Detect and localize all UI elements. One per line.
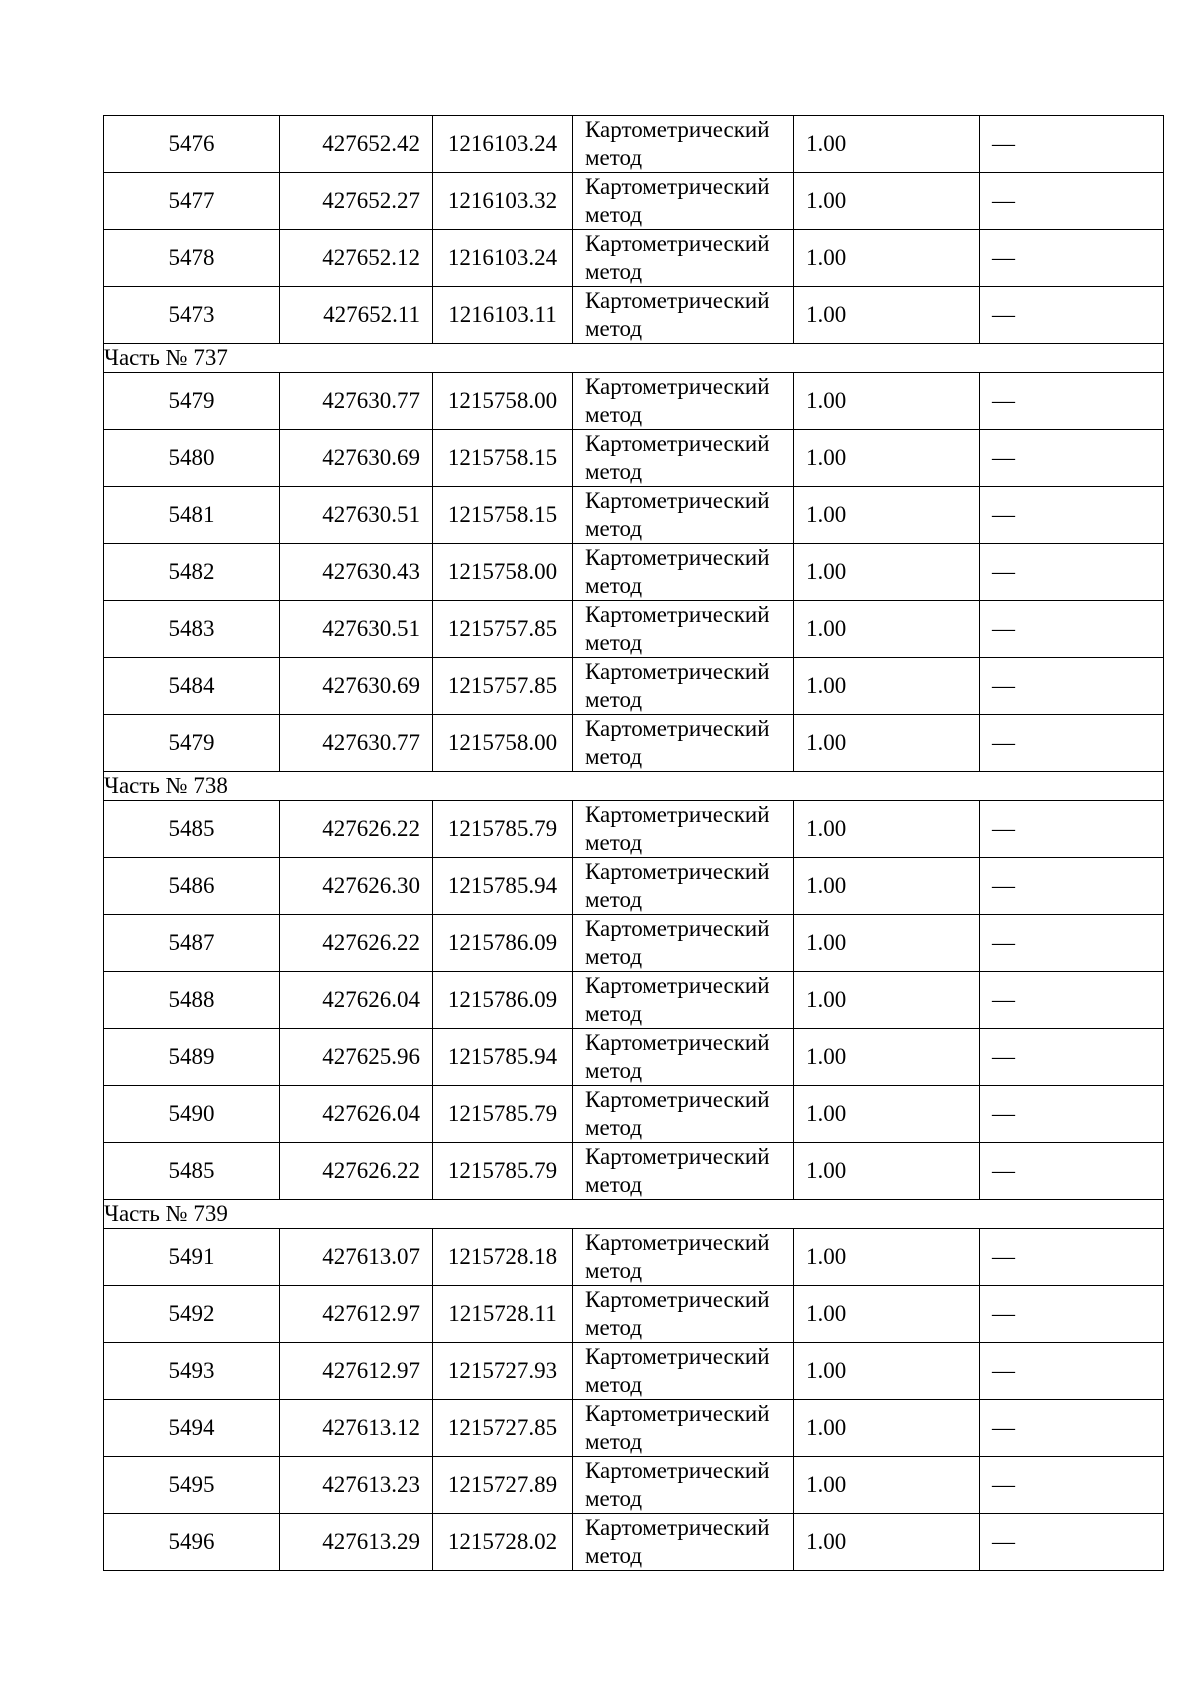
method-cell bbox=[573, 1343, 794, 1400]
y-coordinate-cell: 1215757.85 bbox=[433, 601, 573, 658]
section-header-row bbox=[104, 344, 1164, 373]
table-row bbox=[104, 1400, 1164, 1457]
section-header-row bbox=[104, 772, 1164, 801]
y-coordinate-cell: 1215758.15 bbox=[433, 430, 573, 487]
table-row bbox=[104, 430, 1164, 487]
accuracy-cell: 1.00 bbox=[794, 373, 980, 430]
table-body bbox=[104, 116, 1164, 1571]
method-line-2: метод bbox=[585, 259, 643, 284]
table-row bbox=[104, 1143, 1164, 1200]
accuracy-cell: 1.00 bbox=[794, 658, 980, 715]
accuracy-cell: 1.00 bbox=[794, 858, 980, 915]
method-line-1: Картометрический bbox=[585, 1515, 770, 1540]
method-line-1: Картометрический bbox=[585, 802, 770, 827]
x-coordinate-cell: 427630.51 bbox=[280, 601, 433, 658]
method-line-1: Картометрический bbox=[585, 1230, 770, 1255]
x-coordinate-cell: 427630.51 bbox=[280, 487, 433, 544]
method-line-1: Картометрический bbox=[585, 117, 770, 142]
point-number-cell: 5486 bbox=[104, 858, 280, 915]
method-line-2: метод bbox=[585, 1429, 643, 1454]
method-line-2: метод bbox=[585, 1058, 643, 1083]
x-coordinate-cell: 427626.30 bbox=[280, 858, 433, 915]
method-line-2: метод bbox=[585, 1172, 643, 1197]
method-cell bbox=[573, 1143, 794, 1200]
accuracy-cell: 1.00 bbox=[794, 173, 980, 230]
point-number-cell: 5494 bbox=[104, 1400, 280, 1457]
description-cell: — bbox=[980, 287, 1164, 344]
method-line-2: метод bbox=[585, 1001, 643, 1026]
y-coordinate-cell: 1216103.24 bbox=[433, 230, 573, 287]
method-line-1: Картометрический bbox=[585, 1458, 770, 1483]
method-line-1: Картометрический bbox=[585, 1401, 770, 1426]
method-cell bbox=[573, 116, 794, 173]
method-line-1: Картометрический bbox=[585, 602, 770, 627]
method-cell bbox=[573, 915, 794, 972]
x-coordinate-cell: 427626.22 bbox=[280, 915, 433, 972]
x-coordinate-cell: 427652.12 bbox=[280, 230, 433, 287]
table-row bbox=[104, 658, 1164, 715]
accuracy-cell: 1.00 bbox=[794, 1457, 980, 1514]
y-coordinate-cell: 1215785.79 bbox=[433, 801, 573, 858]
method-line-1: Картометрический bbox=[585, 859, 770, 884]
point-number-cell: 5477 bbox=[104, 173, 280, 230]
x-coordinate-cell: 427630.77 bbox=[280, 373, 433, 430]
description-cell: — bbox=[980, 373, 1164, 430]
y-coordinate-cell: 1215786.09 bbox=[433, 972, 573, 1029]
section-header-row bbox=[104, 1200, 1164, 1229]
y-coordinate-cell: 1215785.94 bbox=[433, 858, 573, 915]
method-line-1: Картометрический bbox=[585, 916, 770, 941]
x-coordinate-cell: 427652.27 bbox=[280, 173, 433, 230]
method-line-1: Картометрический bbox=[585, 545, 770, 570]
accuracy-cell: 1.00 bbox=[794, 487, 980, 544]
description-cell: — bbox=[980, 544, 1164, 601]
point-number-cell: 5492 bbox=[104, 1286, 280, 1343]
y-coordinate-cell: 1216103.32 bbox=[433, 173, 573, 230]
x-coordinate-cell: 427630.43 bbox=[280, 544, 433, 601]
x-coordinate-cell: 427626.22 bbox=[280, 1143, 433, 1200]
description-cell: — bbox=[980, 1086, 1164, 1143]
method-line-1: Картометрический bbox=[585, 431, 770, 456]
table-row bbox=[104, 858, 1164, 915]
table-row bbox=[104, 1457, 1164, 1514]
method-line-1: Картометрический bbox=[585, 1144, 770, 1169]
description-cell: — bbox=[980, 1143, 1164, 1200]
y-coordinate-cell: 1215728.02 bbox=[433, 1514, 573, 1571]
method-cell bbox=[573, 1029, 794, 1086]
method-cell bbox=[573, 430, 794, 487]
method-line-1: Картометрический bbox=[585, 1030, 770, 1055]
y-coordinate-cell: 1215786.09 bbox=[433, 915, 573, 972]
x-coordinate-cell: 427626.04 bbox=[280, 1086, 433, 1143]
description-cell: — bbox=[980, 230, 1164, 287]
point-number-cell: 5483 bbox=[104, 601, 280, 658]
accuracy-cell: 1.00 bbox=[794, 801, 980, 858]
method-line-2: метод bbox=[585, 316, 643, 341]
point-number-cell: 5481 bbox=[104, 487, 280, 544]
section-title: Часть № 737 bbox=[104, 344, 1164, 373]
y-coordinate-cell: 1215785.79 bbox=[433, 1086, 573, 1143]
y-coordinate-cell: 1215758.00 bbox=[433, 715, 573, 772]
method-line-2: метод bbox=[585, 1115, 643, 1140]
description-cell: — bbox=[980, 1400, 1164, 1457]
table-row bbox=[104, 173, 1164, 230]
x-coordinate-cell: 427630.77 bbox=[280, 715, 433, 772]
point-number-cell: 5485 bbox=[104, 1143, 280, 1200]
accuracy-cell: 1.00 bbox=[794, 1400, 980, 1457]
point-number-cell: 5484 bbox=[104, 658, 280, 715]
x-coordinate-cell: 427652.42 bbox=[280, 116, 433, 173]
method-line-2: метод bbox=[585, 145, 643, 170]
x-coordinate-cell: 427613.07 bbox=[280, 1229, 433, 1286]
y-coordinate-cell: 1216103.11 bbox=[433, 287, 573, 344]
table-row bbox=[104, 1343, 1164, 1400]
method-cell bbox=[573, 287, 794, 344]
table-row bbox=[104, 801, 1164, 858]
table-row bbox=[104, 287, 1164, 344]
y-coordinate-cell: 1215728.18 bbox=[433, 1229, 573, 1286]
accuracy-cell: 1.00 bbox=[794, 915, 980, 972]
y-coordinate-cell: 1215785.94 bbox=[433, 1029, 573, 1086]
table-row bbox=[104, 1286, 1164, 1343]
description-cell: — bbox=[980, 858, 1164, 915]
table-row bbox=[104, 487, 1164, 544]
section-title: Часть № 738 bbox=[104, 772, 1164, 801]
point-number-cell: 5490 bbox=[104, 1086, 280, 1143]
point-number-cell: 5485 bbox=[104, 801, 280, 858]
table-row bbox=[104, 116, 1164, 173]
method-cell bbox=[573, 230, 794, 287]
method-line-2: метод bbox=[585, 1372, 643, 1397]
x-coordinate-cell: 427630.69 bbox=[280, 430, 433, 487]
method-cell bbox=[573, 972, 794, 1029]
description-cell: — bbox=[980, 1029, 1164, 1086]
point-number-cell: 5488 bbox=[104, 972, 280, 1029]
x-coordinate-cell: 427652.11 bbox=[280, 287, 433, 344]
method-line-2: метод bbox=[585, 744, 643, 769]
accuracy-cell: 1.00 bbox=[794, 1343, 980, 1400]
accuracy-cell: 1.00 bbox=[794, 972, 980, 1029]
point-number-cell: 5487 bbox=[104, 915, 280, 972]
method-line-2: метод bbox=[585, 830, 643, 855]
y-coordinate-cell: 1215727.85 bbox=[433, 1400, 573, 1457]
description-cell: — bbox=[980, 116, 1164, 173]
method-cell bbox=[573, 715, 794, 772]
description-cell: — bbox=[980, 1514, 1164, 1571]
description-cell: — bbox=[980, 1286, 1164, 1343]
table-row bbox=[104, 230, 1164, 287]
method-cell bbox=[573, 1229, 794, 1286]
accuracy-cell: 1.00 bbox=[794, 116, 980, 173]
description-cell: — bbox=[980, 972, 1164, 1029]
section-title: Часть № 739 bbox=[104, 1200, 1164, 1229]
description-cell: — bbox=[980, 173, 1164, 230]
accuracy-cell: 1.00 bbox=[794, 1229, 980, 1286]
method-cell bbox=[573, 173, 794, 230]
point-number-cell: 5493 bbox=[104, 1343, 280, 1400]
point-number-cell: 5489 bbox=[104, 1029, 280, 1086]
x-coordinate-cell: 427626.04 bbox=[280, 972, 433, 1029]
y-coordinate-cell: 1215757.85 bbox=[433, 658, 573, 715]
method-cell bbox=[573, 373, 794, 430]
table-row bbox=[104, 1086, 1164, 1143]
accuracy-cell: 1.00 bbox=[794, 544, 980, 601]
method-line-1: Картометрический bbox=[585, 973, 770, 998]
x-coordinate-cell: 427625.96 bbox=[280, 1029, 433, 1086]
y-coordinate-cell: 1216103.24 bbox=[433, 116, 573, 173]
point-number-cell: 5479 bbox=[104, 715, 280, 772]
method-cell bbox=[573, 858, 794, 915]
description-cell: — bbox=[980, 601, 1164, 658]
method-cell bbox=[573, 1286, 794, 1343]
accuracy-cell: 1.00 bbox=[794, 601, 980, 658]
x-coordinate-cell: 427613.23 bbox=[280, 1457, 433, 1514]
method-line-2: метод bbox=[585, 887, 643, 912]
method-line-1: Картометрический bbox=[585, 1287, 770, 1312]
description-cell: — bbox=[980, 658, 1164, 715]
method-line-2: метод bbox=[585, 573, 643, 598]
point-number-cell: 5473 bbox=[104, 287, 280, 344]
accuracy-cell: 1.00 bbox=[794, 230, 980, 287]
accuracy-cell: 1.00 bbox=[794, 287, 980, 344]
accuracy-cell: 1.00 bbox=[794, 715, 980, 772]
y-coordinate-cell: 1215758.15 bbox=[433, 487, 573, 544]
point-number-cell: 5491 bbox=[104, 1229, 280, 1286]
description-cell: — bbox=[980, 915, 1164, 972]
description-cell: — bbox=[980, 430, 1164, 487]
point-number-cell: 5496 bbox=[104, 1514, 280, 1571]
accuracy-cell: 1.00 bbox=[794, 1029, 980, 1086]
x-coordinate-cell: 427626.22 bbox=[280, 801, 433, 858]
method-line-2: метод bbox=[585, 459, 643, 484]
description-cell: — bbox=[980, 487, 1164, 544]
method-line-1: Картометрический bbox=[585, 716, 770, 741]
method-cell bbox=[573, 1400, 794, 1457]
point-number-cell: 5495 bbox=[104, 1457, 280, 1514]
table-row bbox=[104, 1029, 1164, 1086]
description-cell: — bbox=[980, 715, 1164, 772]
y-coordinate-cell: 1215728.11 bbox=[433, 1286, 573, 1343]
description-cell: — bbox=[980, 1343, 1164, 1400]
table-row bbox=[104, 972, 1164, 1029]
method-line-1: Картометрический bbox=[585, 288, 770, 313]
y-coordinate-cell: 1215727.89 bbox=[433, 1457, 573, 1514]
method-line-1: Картометрический bbox=[585, 659, 770, 684]
accuracy-cell: 1.00 bbox=[794, 1143, 980, 1200]
method-line-2: метод bbox=[585, 687, 643, 712]
y-coordinate-cell: 1215785.79 bbox=[433, 1143, 573, 1200]
method-line-2: метод bbox=[585, 202, 643, 227]
method-line-1: Картометрический bbox=[585, 1344, 770, 1369]
method-line-2: метод bbox=[585, 1315, 643, 1340]
method-line-1: Картометрический bbox=[585, 1087, 770, 1112]
point-number-cell: 5480 bbox=[104, 430, 280, 487]
x-coordinate-cell: 427613.29 bbox=[280, 1514, 433, 1571]
point-number-cell: 5478 bbox=[104, 230, 280, 287]
method-line-1: Картометрический bbox=[585, 174, 770, 199]
method-line-1: Картометрический bbox=[585, 374, 770, 399]
method-cell bbox=[573, 487, 794, 544]
y-coordinate-cell: 1215727.93 bbox=[433, 1343, 573, 1400]
x-coordinate-cell: 427612.97 bbox=[280, 1343, 433, 1400]
accuracy-cell: 1.00 bbox=[794, 1286, 980, 1343]
table-row bbox=[104, 915, 1164, 972]
accuracy-cell: 1.00 bbox=[794, 1514, 980, 1571]
method-cell bbox=[573, 1457, 794, 1514]
method-line-2: метод bbox=[585, 1486, 643, 1511]
method-cell bbox=[573, 601, 794, 658]
method-line-2: метод bbox=[585, 944, 643, 969]
method-line-2: метод bbox=[585, 516, 643, 541]
method-line-2: метод bbox=[585, 630, 643, 655]
table-row bbox=[104, 544, 1164, 601]
method-cell bbox=[573, 658, 794, 715]
accuracy-cell: 1.00 bbox=[794, 430, 980, 487]
x-coordinate-cell: 427612.97 bbox=[280, 1286, 433, 1343]
coordinates-table bbox=[103, 115, 1164, 1571]
point-number-cell: 5479 bbox=[104, 373, 280, 430]
y-coordinate-cell: 1215758.00 bbox=[433, 373, 573, 430]
description-cell: — bbox=[980, 1229, 1164, 1286]
method-cell bbox=[573, 1086, 794, 1143]
method-line-2: метод bbox=[585, 402, 643, 427]
description-cell: — bbox=[980, 1457, 1164, 1514]
point-number-cell: 5476 bbox=[104, 116, 280, 173]
x-coordinate-cell: 427630.69 bbox=[280, 658, 433, 715]
method-line-1: Картометрический bbox=[585, 231, 770, 256]
method-cell bbox=[573, 544, 794, 601]
x-coordinate-cell: 427613.12 bbox=[280, 1400, 433, 1457]
method-line-2: метод bbox=[585, 1258, 643, 1283]
method-line-2: метод bbox=[585, 1543, 643, 1568]
description-cell: — bbox=[980, 801, 1164, 858]
accuracy-cell: 1.00 bbox=[794, 1086, 980, 1143]
method-cell bbox=[573, 1514, 794, 1571]
point-number-cell: 5482 bbox=[104, 544, 280, 601]
table-row bbox=[104, 373, 1164, 430]
y-coordinate-cell: 1215758.00 bbox=[433, 544, 573, 601]
table-row bbox=[104, 601, 1164, 658]
table-row bbox=[104, 1514, 1164, 1571]
table-row bbox=[104, 1229, 1164, 1286]
table-row bbox=[104, 715, 1164, 772]
method-line-1: Картометрический bbox=[585, 488, 770, 513]
method-cell bbox=[573, 801, 794, 858]
